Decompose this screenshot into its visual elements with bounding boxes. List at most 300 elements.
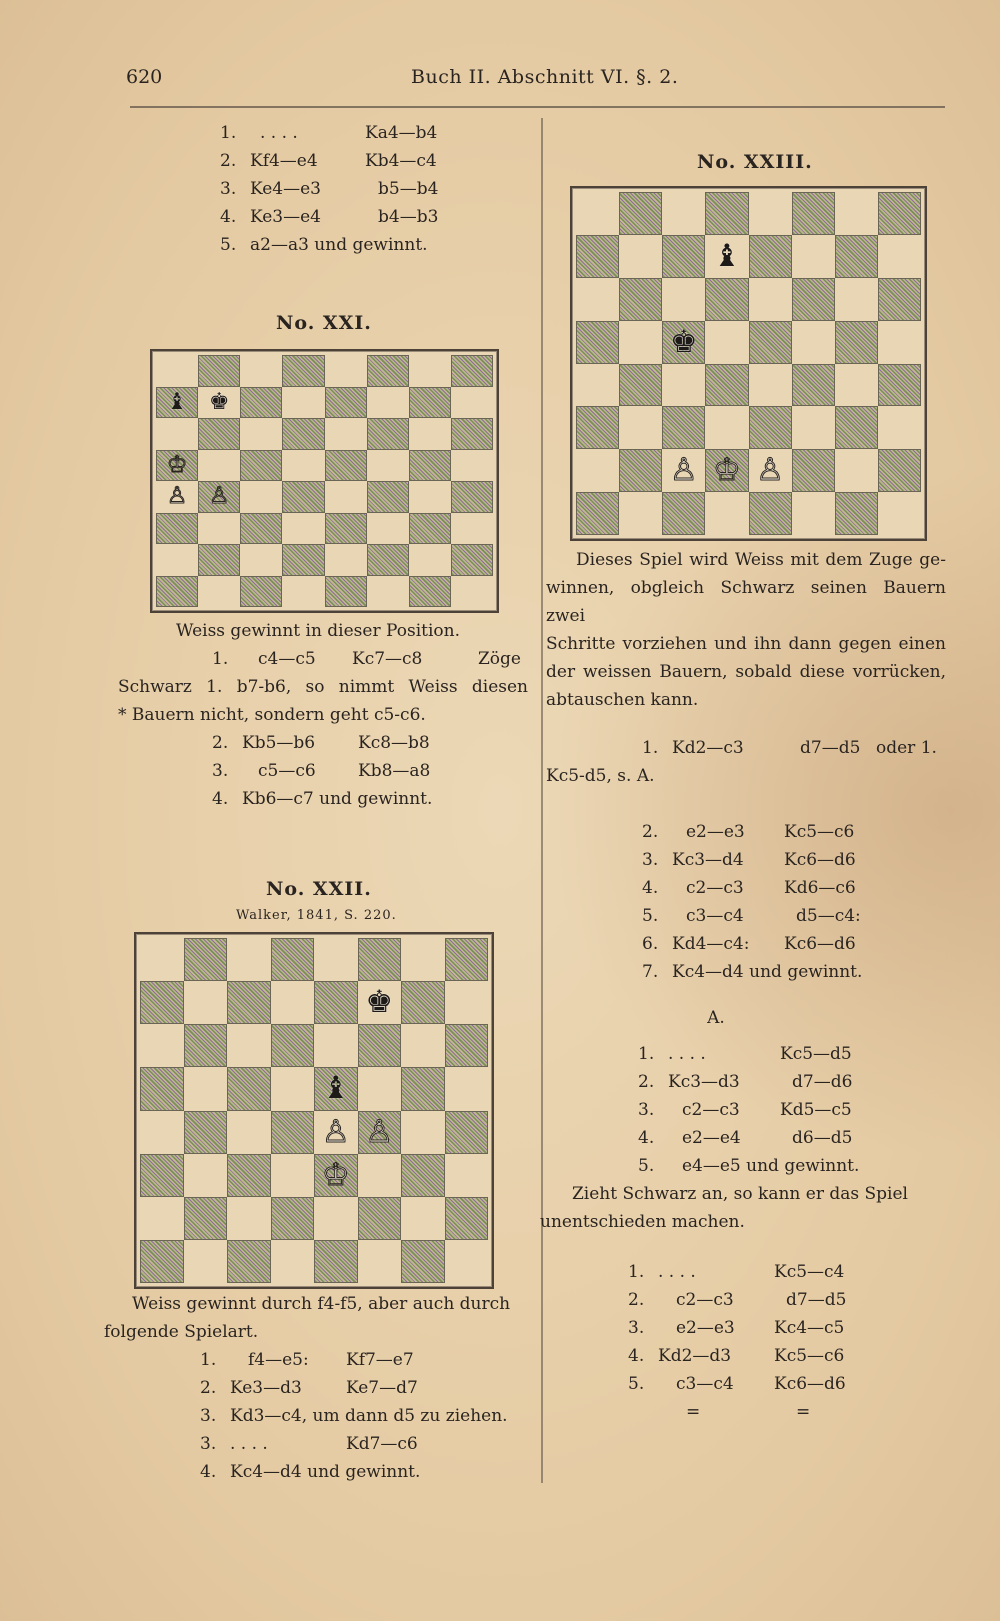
black-move: Kc7—c8 — [352, 649, 423, 669]
dark-square — [282, 544, 324, 576]
light-square — [792, 321, 835, 364]
dark-square — [619, 278, 662, 321]
light-square — [198, 387, 240, 419]
column-divider — [541, 118, 543, 1483]
move-row — [546, 958, 946, 986]
note-line: * Bauern nicht, sondern geht c5-c6. — [118, 705, 426, 725]
black-move: d5—c4: — [796, 906, 861, 926]
light-square — [314, 1111, 358, 1154]
dark-square — [240, 513, 282, 545]
dark-square — [358, 1197, 402, 1240]
dark-square — [835, 406, 878, 449]
dark-square — [325, 513, 367, 545]
dark-square — [358, 938, 402, 981]
dark-square — [358, 1111, 402, 1154]
light-square — [445, 981, 489, 1024]
black-move: d7—d6 — [792, 1072, 853, 1092]
light-square — [156, 481, 198, 513]
black-move: Kc6—d6 — [784, 850, 856, 870]
page-number: 620 — [126, 66, 163, 88]
white-move: c3—c4 — [686, 906, 744, 926]
dark-square — [662, 321, 705, 364]
dark-square — [325, 387, 367, 419]
dark-square — [314, 1240, 358, 1283]
light-square — [792, 235, 835, 278]
move-number: 3. — [220, 179, 237, 199]
move-row — [118, 757, 528, 785]
dark-square — [367, 418, 409, 450]
move-number: 4. — [200, 1462, 217, 1482]
dark-square — [792, 449, 835, 492]
white-king-icon: ♔ — [166, 451, 188, 478]
black-move: Kd7—c6 — [346, 1434, 418, 1454]
dark-square — [451, 544, 493, 576]
light-square — [705, 321, 748, 364]
dark-square — [271, 1197, 315, 1240]
diagram-title-22: No. XXII. — [266, 878, 372, 900]
light-square — [282, 450, 324, 482]
light-square — [749, 192, 792, 235]
dark-square — [619, 449, 662, 492]
light-square — [184, 981, 228, 1024]
running-title: Buch II. Abschnitt VI. §. 2. — [411, 66, 679, 88]
move-row — [546, 846, 946, 874]
light-square — [156, 355, 198, 387]
black-king-icon: ♚ — [669, 323, 698, 360]
dark-square — [705, 278, 748, 321]
dark-square — [401, 1240, 445, 1283]
dark-square — [445, 1111, 489, 1154]
move-row — [546, 1124, 946, 1152]
dark-square — [401, 981, 445, 1024]
light-square — [749, 278, 792, 321]
dark-square — [662, 492, 705, 535]
white-move: Kb6—c7 und gewinnt. — [242, 789, 433, 809]
dark-square — [358, 1024, 402, 1067]
dark-square — [792, 364, 835, 407]
dark-square — [325, 450, 367, 482]
light-square — [140, 1024, 184, 1067]
light-square — [792, 406, 835, 449]
dark-square — [240, 450, 282, 482]
light-square — [792, 492, 835, 535]
move-number: 2. — [220, 151, 237, 171]
move-number: 2. — [628, 1290, 645, 1310]
light-square — [240, 355, 282, 387]
dark-square — [156, 576, 198, 608]
diagram-title-23: No. XXIII. — [697, 151, 813, 173]
header-rule — [130, 106, 945, 108]
move-number: 3. — [212, 761, 229, 781]
move-number: 3. — [642, 850, 659, 870]
move-number: 4. — [220, 207, 237, 227]
dark-square — [705, 364, 748, 407]
light-square — [409, 355, 451, 387]
dark-square — [749, 235, 792, 278]
dark-square — [227, 1240, 271, 1283]
chess-board-22 — [134, 932, 494, 1289]
dark-square — [878, 449, 921, 492]
black-move: d6—d5 — [792, 1128, 853, 1148]
light-square — [401, 1197, 445, 1240]
caption: Weiss gewinnt in dieser Position. — [176, 621, 460, 641]
white-king-icon: ♔ — [713, 452, 741, 489]
dark-square — [792, 192, 835, 235]
black-move: Kd6—c6 — [784, 878, 856, 898]
dark-square — [140, 1067, 184, 1110]
note-text: Zöge — [478, 649, 521, 669]
black-move: Kc5—c6 — [774, 1346, 845, 1366]
light-square — [367, 513, 409, 545]
move-row — [546, 1096, 946, 1124]
white-move: e2—e3 — [676, 1318, 735, 1338]
light-square — [227, 1111, 271, 1154]
dark-square — [576, 406, 619, 449]
note-line: Schwarz 1. b7-b6, so nimmt Weiss diesen — [118, 677, 528, 697]
black-move: d7—d5 — [800, 738, 861, 758]
dark-square — [198, 355, 240, 387]
move-row — [200, 231, 520, 259]
dark-square — [227, 1154, 271, 1197]
dark-square — [367, 355, 409, 387]
light-square — [271, 981, 315, 1024]
light-square — [184, 1240, 228, 1283]
move-row — [104, 1402, 524, 1430]
move-number: 3. — [628, 1318, 645, 1338]
light-square — [282, 387, 324, 419]
light-square — [198, 576, 240, 608]
white-move: e2—e4 — [682, 1128, 741, 1148]
dark-square — [184, 1024, 228, 1067]
dark-square — [184, 938, 228, 981]
move-row — [546, 1314, 946, 1342]
white-move: c2—c3 — [686, 878, 744, 898]
light-square — [367, 576, 409, 608]
white-pawn-icon: ♙ — [166, 483, 188, 510]
light-square — [240, 418, 282, 450]
light-square — [451, 387, 493, 419]
section-label: A. — [707, 1008, 725, 1028]
dark-square — [198, 544, 240, 576]
light-square — [325, 544, 367, 576]
paragraph-line: winnen, obgleich Schwarz seinen Bauern zwei — [546, 578, 946, 626]
dark-square — [367, 481, 409, 513]
dark-square — [240, 387, 282, 419]
light-square — [282, 576, 324, 608]
dark-square — [835, 235, 878, 278]
light-square — [705, 235, 748, 278]
white-move: e4—e5 und gewinnt. — [682, 1156, 860, 1176]
move-number: 1. — [200, 1350, 217, 1370]
diagram-22-text — [104, 1290, 524, 1486]
move-row — [104, 1430, 524, 1458]
caption: folgende Spielart. — [104, 1322, 259, 1342]
move-number: 1. — [628, 1262, 645, 1282]
light-square — [358, 1154, 402, 1197]
chess-board-21 — [150, 349, 499, 613]
light-square — [409, 418, 451, 450]
black-move: Kc5—c6 — [784, 822, 855, 842]
light-square — [451, 576, 493, 608]
dark-square — [227, 1067, 271, 1110]
move-row — [104, 1346, 524, 1374]
move-number: 6. — [642, 934, 659, 954]
black-pawn-icon: ♝ — [713, 237, 741, 274]
move-row — [118, 645, 528, 673]
dark-square — [619, 364, 662, 407]
white-move: Kc3—d3 — [668, 1072, 740, 1092]
white-move: e2—e3 — [686, 822, 745, 842]
move-row — [200, 203, 520, 231]
move-row — [546, 734, 946, 762]
note-line: unentschieden machen. — [540, 1212, 745, 1232]
dark-square — [409, 450, 451, 482]
light-square — [367, 450, 409, 482]
dark-square — [451, 418, 493, 450]
diagram-subtitle-22: Walker, 1841, S. 220. — [236, 908, 397, 923]
white-move: Kb5—b6 — [242, 733, 316, 753]
diagram-21-text — [118, 617, 528, 813]
dark-square — [282, 481, 324, 513]
light-square — [576, 192, 619, 235]
dark-square — [576, 492, 619, 535]
light-square — [619, 406, 662, 449]
move-number: 5. — [628, 1374, 645, 1394]
move-row — [546, 874, 946, 902]
move-number: 3. — [200, 1434, 217, 1454]
white-move: Kc4—d4 und gewinnt. — [672, 962, 863, 982]
dark-square — [878, 278, 921, 321]
light-square — [282, 513, 324, 545]
white-pawn-icon: ♙ — [365, 1113, 394, 1150]
move-number: 1. — [642, 738, 659, 758]
dark-square — [878, 364, 921, 407]
dark-square — [576, 235, 619, 278]
light-square — [662, 449, 705, 492]
light-square — [358, 1240, 402, 1283]
light-square — [445, 1154, 489, 1197]
white-move: c2—c3 — [676, 1290, 734, 1310]
draw-mark: = — [796, 1402, 811, 1422]
move-number: 5. — [638, 1156, 655, 1176]
move-row — [546, 1040, 946, 1068]
move-row — [546, 1258, 946, 1286]
move-row — [546, 1286, 946, 1314]
white-move: . . . . — [668, 1044, 706, 1064]
black-move: Kf7—e7 — [346, 1350, 414, 1370]
white-pawn-icon: ♙ — [756, 452, 784, 489]
light-square — [140, 1111, 184, 1154]
move-row — [546, 1068, 946, 1096]
white-move: Ke3—e4 — [250, 207, 321, 227]
move-row — [546, 1398, 946, 1426]
dark-square — [240, 576, 282, 608]
light-square — [227, 1024, 271, 1067]
white-pawn-icon: ♙ — [669, 452, 698, 489]
black-move: Kc6—d6 — [784, 934, 856, 954]
white-move: c2—c3 — [682, 1100, 740, 1120]
move-number: 1. — [212, 649, 229, 669]
black-move: Kd5—c5 — [780, 1100, 852, 1120]
white-move: . . . . — [260, 123, 298, 143]
light-square — [662, 278, 705, 321]
dark-square — [140, 1240, 184, 1283]
dark-square — [184, 1111, 228, 1154]
light-square — [358, 981, 402, 1024]
move-list-top — [200, 119, 520, 259]
light-square — [619, 492, 662, 535]
dark-square — [705, 449, 748, 492]
move-number: 4. — [638, 1128, 655, 1148]
dark-square — [576, 321, 619, 364]
white-move: c5—c6 — [258, 761, 316, 781]
light-square — [314, 1024, 358, 1067]
light-square — [705, 492, 748, 535]
light-square — [401, 938, 445, 981]
light-square — [878, 406, 921, 449]
white-move: Kd2—c3 — [672, 738, 744, 758]
board-grid — [156, 355, 493, 607]
light-square — [451, 513, 493, 545]
light-square — [367, 387, 409, 419]
light-square — [749, 449, 792, 492]
dark-square — [445, 1197, 489, 1240]
move-row — [546, 818, 946, 846]
white-move: Ke4—e3 — [250, 179, 321, 199]
move-number: 2. — [212, 733, 229, 753]
light-square — [325, 355, 367, 387]
light-square — [835, 278, 878, 321]
light-square — [662, 192, 705, 235]
dark-square — [140, 1154, 184, 1197]
note-text: oder 1. — [876, 738, 937, 758]
dark-square — [878, 192, 921, 235]
white-move: Kd3—c4, um dann d5 zu ziehen. — [230, 1406, 508, 1426]
light-square — [619, 321, 662, 364]
light-square — [409, 481, 451, 513]
light-square — [156, 418, 198, 450]
move-number: 4. — [642, 878, 659, 898]
light-square — [835, 449, 878, 492]
move-number: 2. — [638, 1072, 655, 1092]
black-move: Kc5—d5 — [780, 1044, 852, 1064]
dark-square — [749, 321, 792, 364]
white-move: . . . . — [658, 1262, 696, 1282]
white-move: Ke3—d3 — [230, 1378, 302, 1398]
dark-square — [662, 406, 705, 449]
dark-square — [314, 1154, 358, 1197]
paragraph-line: Schritte vorziehen und ihn dann gegen einen — [546, 634, 946, 654]
white-move: Kd4—c4: — [672, 934, 750, 954]
white-move: a2—a3 und gewinnt. — [250, 235, 428, 255]
light-square — [619, 235, 662, 278]
move-number: 5. — [220, 235, 237, 255]
light-square — [240, 544, 282, 576]
black-king-icon: ♚ — [208, 388, 230, 415]
light-square — [409, 544, 451, 576]
move-row — [546, 930, 946, 958]
light-square — [576, 364, 619, 407]
move-number: 1. — [220, 123, 237, 143]
move-number: 4. — [628, 1346, 645, 1366]
dark-square — [156, 513, 198, 545]
light-square — [184, 1154, 228, 1197]
light-square — [445, 1240, 489, 1283]
light-square — [445, 1067, 489, 1110]
black-move: Kb4—c4 — [365, 151, 437, 171]
board-grid — [140, 938, 488, 1283]
light-square — [314, 938, 358, 981]
light-square — [240, 481, 282, 513]
dark-square — [156, 387, 198, 419]
white-move: Kd2—d3 — [658, 1346, 732, 1366]
move-number: 7. — [642, 962, 659, 982]
light-square — [198, 513, 240, 545]
move-row — [546, 1342, 946, 1370]
dark-square — [271, 938, 315, 981]
dark-square — [835, 321, 878, 364]
light-square — [835, 364, 878, 407]
black-move: b5—b4 — [378, 179, 439, 199]
move-row — [546, 1370, 946, 1398]
dark-square — [271, 1024, 315, 1067]
light-square — [878, 321, 921, 364]
dark-square — [409, 387, 451, 419]
light-square — [325, 481, 367, 513]
light-square — [314, 1197, 358, 1240]
chess-board-23 — [570, 186, 927, 541]
white-move: c4—c5 — [258, 649, 316, 669]
dark-square — [451, 481, 493, 513]
light-square — [835, 192, 878, 235]
white-move: Kc4—d4 und gewinnt. — [230, 1462, 421, 1482]
move-row — [118, 729, 528, 757]
move-number: 4. — [212, 789, 229, 809]
page-header — [126, 62, 946, 96]
dark-square — [445, 938, 489, 981]
light-square — [576, 449, 619, 492]
black-move: Kc4—c5 — [774, 1318, 845, 1338]
black-king-icon: ♚ — [365, 984, 394, 1021]
dark-square — [184, 1197, 228, 1240]
light-square — [358, 1067, 402, 1110]
light-square — [271, 1154, 315, 1197]
black-move: Kc8—b8 — [358, 733, 430, 753]
dark-square — [792, 278, 835, 321]
light-square — [184, 1067, 228, 1110]
light-square — [401, 1111, 445, 1154]
dark-square — [198, 481, 240, 513]
move-row — [546, 902, 946, 930]
move-row — [200, 119, 520, 147]
dark-square — [409, 576, 451, 608]
move-row — [118, 785, 528, 813]
dark-square — [445, 1024, 489, 1067]
white-king-icon: ♔ — [321, 1156, 350, 1193]
dark-square — [409, 513, 451, 545]
white-pawn-icon: ♙ — [208, 483, 230, 510]
dark-square — [198, 418, 240, 450]
dark-square — [451, 355, 493, 387]
light-square — [662, 364, 705, 407]
light-square — [227, 1197, 271, 1240]
paragraph-line: Dieses Spiel wird Weiss mit dem Zuge ge- — [576, 550, 946, 570]
caption: Weiss gewinnt durch f4-f5, aber auch durch — [132, 1294, 511, 1314]
move-number: 3. — [638, 1100, 655, 1120]
board-grid — [576, 192, 921, 535]
white-move: . . . . — [230, 1434, 268, 1454]
black-move: b4—b3 — [378, 207, 439, 227]
